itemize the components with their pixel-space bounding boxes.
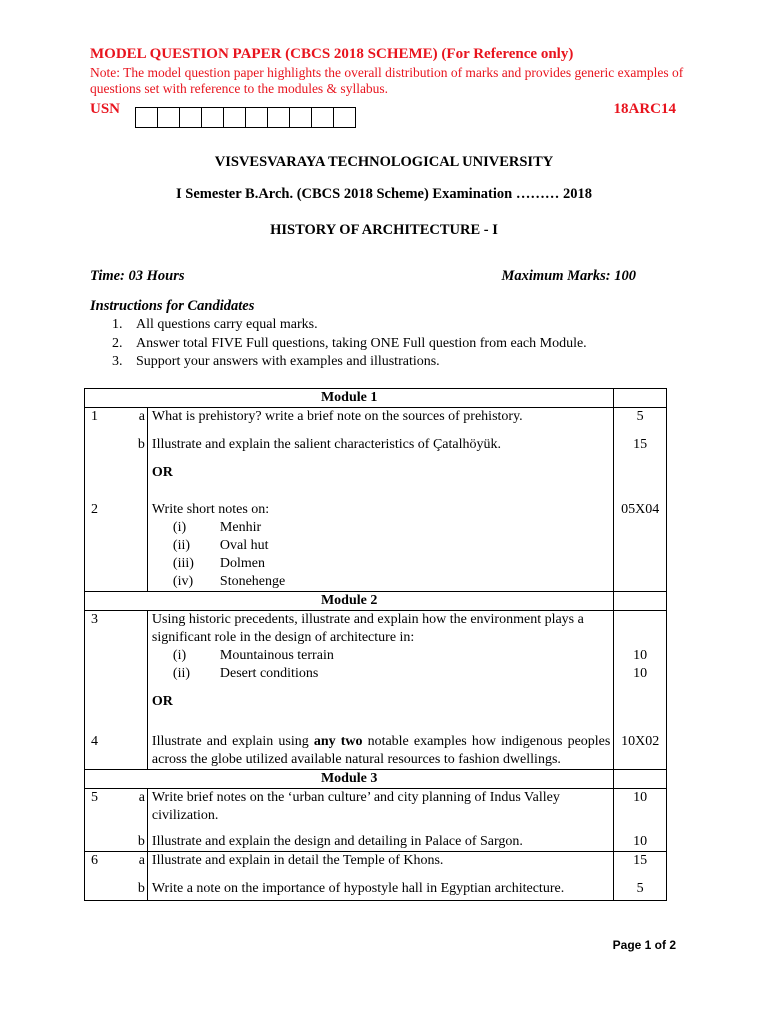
paper-note: Note: The model question paper highlights the overall distribution of marks and provides generic examples of questions set with reference to the modules & syllabus. [90, 65, 684, 96]
exam-title: I Semester B.Arch. (CBCS 2018 Scheme) Examination ……… 2018 [176, 186, 592, 202]
question-marks: 5 [614, 880, 667, 901]
sub-question-label: a [133, 852, 147, 881]
usn-box [290, 108, 312, 127]
question-row [85, 852, 667, 881]
usn-input-boxes [135, 107, 356, 128]
usn-box [136, 108, 158, 127]
usn-box [224, 108, 246, 127]
question-text: Write short notes on: (i) Menhir (ii) Oval hut (iii) Dolmen (iv) Stonehenge [147, 501, 613, 592]
question-row [85, 833, 667, 852]
module-3-heading: Module 3 [85, 770, 614, 789]
question-text: Write brief notes on the ‘urban culture’ and city planning of Indus Valley civilization. [147, 789, 613, 834]
question-number: 2 [85, 501, 134, 592]
module-1-heading: Module 1 [85, 389, 614, 408]
sub-question-label: a [133, 789, 147, 834]
question-marks: 10 [614, 833, 667, 852]
sub-question-label: b [133, 436, 147, 464]
usn-box [202, 108, 224, 127]
page-number: Page 1 of 2 [612, 938, 676, 952]
question-marks: 15 [614, 852, 667, 881]
question-number: 3 [85, 611, 134, 684]
instruction-item: 3. Support your answers with examples and illustrations. [112, 354, 440, 369]
module-header-row [85, 770, 667, 789]
question-text: Illustrate and explain the design and detailing in Palace of Sargon. [147, 833, 613, 852]
paper-title: MODEL QUESTION PAPER (CBCS 2018 SCHEME) (For Reference only) [90, 46, 574, 62]
question-row [85, 729, 667, 770]
option-item: (ii) Oval hut [172, 538, 269, 553]
question-number: 5 [85, 789, 134, 834]
question-number: 4 [85, 729, 134, 770]
question-text: Using historic precedents, illustrate and explain how the environment plays a significant role in the design of architecture in: (i) Mountainous terrain (ii) Desert conditions [147, 611, 613, 684]
question-number: 1 [85, 408, 134, 437]
usn-label: USN [90, 101, 121, 117]
question-text: Write a note on the importance of hypostyle hall in Egyptian architecture. [147, 880, 613, 901]
question-marks: 10 [614, 789, 667, 834]
option-item: (i) Mountainous terrain [172, 648, 334, 663]
option-item: (iv) Stonehenge [172, 574, 286, 589]
usn-box [158, 108, 180, 127]
usn-box [268, 108, 290, 127]
option-item: (iii) Dolmen [172, 556, 266, 571]
subject-code: 18ARC14 [613, 101, 676, 117]
option-item: (i) Menhir [172, 520, 262, 535]
question-row [85, 501, 667, 592]
question-text: What is prehistory? write a brief note on the sources of prehistory. [147, 408, 613, 437]
instructions-heading: Instructions for Candidates [90, 298, 255, 314]
instruction-item: 2. Answer total FIVE Full questions, taking ONE Full question from each Module. [112, 335, 587, 351]
sub-question-label: b [133, 833, 147, 852]
module-header-row [85, 389, 667, 408]
module-header-row [85, 592, 667, 611]
usn-box [180, 108, 202, 127]
sub-question-label: a [133, 408, 147, 437]
or-separator: OR [147, 464, 613, 501]
question-marks: 5 [614, 408, 667, 437]
sub-question-label: b [133, 880, 147, 901]
question-text: Illustrate and explain the salient characteristics of Çatalhöyük. [147, 436, 613, 464]
question-marks: 10 10 [614, 611, 667, 684]
usn-box [312, 108, 334, 127]
question-row [85, 880, 667, 901]
question-row [85, 611, 667, 684]
question-text: Illustrate and explain using any two notable examples how indigenous peoples across the globe utilized available natural resources to fashion dwellings. [147, 729, 613, 770]
usn-box [246, 108, 268, 127]
module-2-heading: Module 2 [85, 592, 614, 611]
question-table [84, 388, 667, 901]
university-name: VISVESVARAYA TECHNOLOGICAL UNIVERSITY [214, 154, 554, 170]
option-item: (ii) Desert conditions [172, 666, 319, 681]
question-marks: 15 [614, 436, 667, 464]
maximum-marks: Maximum Marks: 100 [501, 268, 636, 284]
subject-title: HISTORY OF ARCHITECTURE - I [270, 222, 498, 238]
usn-box [334, 108, 355, 127]
question-row [85, 436, 667, 464]
instruction-item: 1. All questions carry equal marks. [112, 317, 318, 332]
or-separator: OR [147, 683, 613, 729]
question-number: 6 [85, 852, 134, 881]
question-marks: 05X04 [614, 501, 667, 592]
exam-duration: Time: 03 Hours [90, 268, 185, 284]
question-row [85, 789, 667, 834]
question-text: Illustrate and explain in detail the Temple of Khons. [147, 852, 613, 881]
instructions-list [112, 316, 587, 372]
question-marks: 10X02 [614, 729, 667, 770]
question-row [85, 408, 667, 437]
